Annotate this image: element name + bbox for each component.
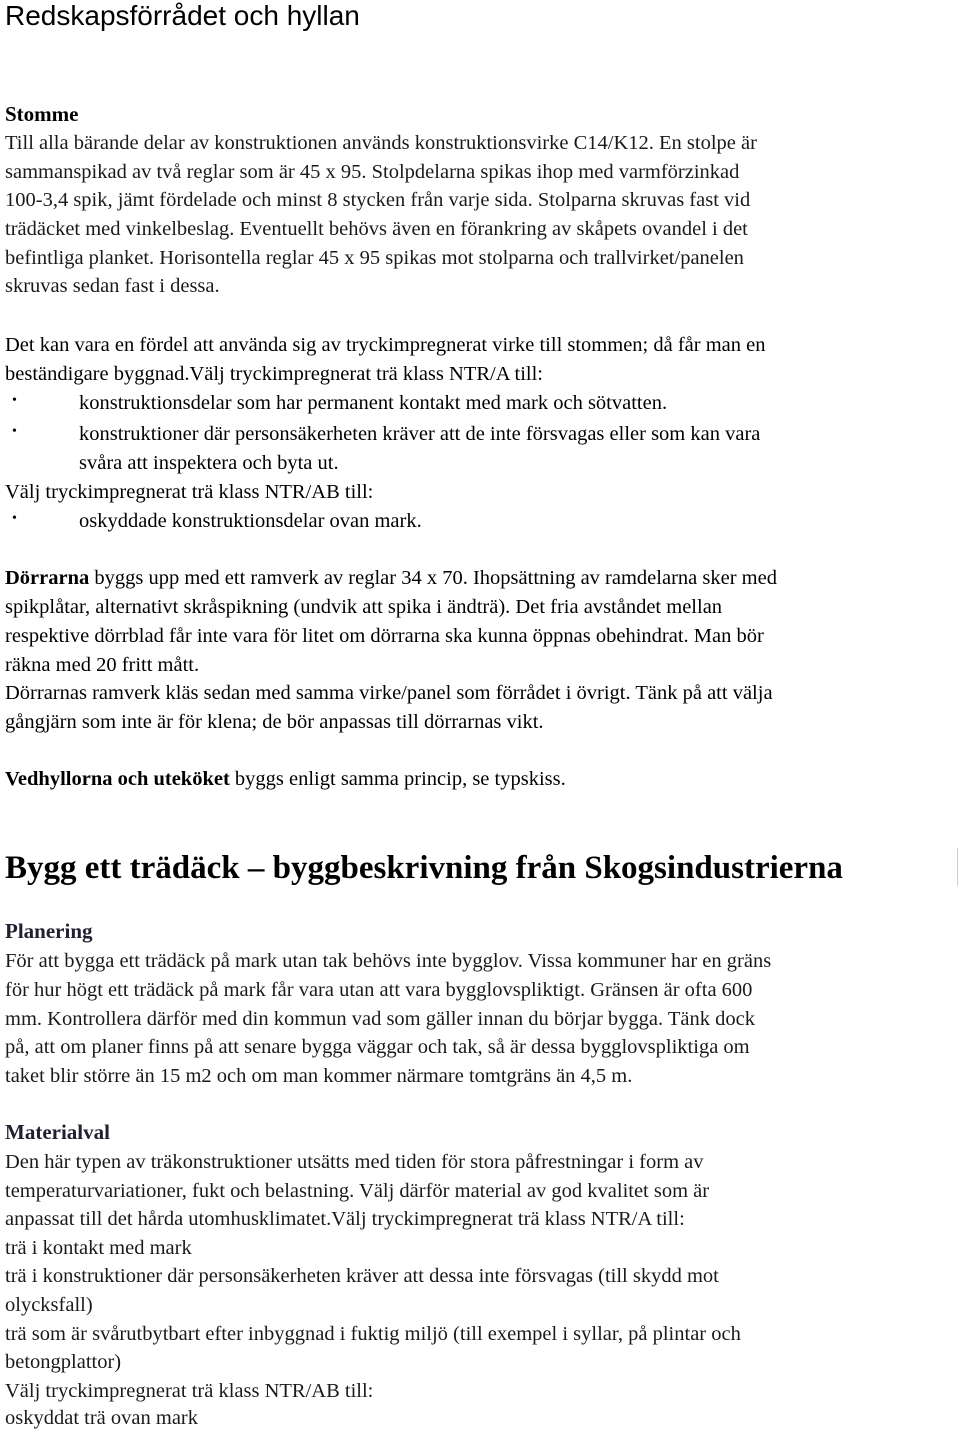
dorrarna-label: Dörrarna xyxy=(5,567,90,589)
paragraph-line: räkna med 20 fritt mått. xyxy=(5,654,200,676)
paragraph-line: Välj tryckimpregnerat trä klass NTR/AB till: xyxy=(5,1380,374,1402)
heading-materialval: Materialval xyxy=(5,1120,110,1144)
paragraph-line: 100-3,4 spik, jämt fördelade och minst 8 stycken från varje sida. Stolparna skruvas fast vid xyxy=(5,189,751,211)
paragraph-line: respektive dörrblad får inte vara för litet om dörrarna ska kunna öppnas obehindrat. Man bör xyxy=(5,625,764,647)
paragraph-line: trädäcket med vinkelbeslag. Eventuellt behövs även en förankring av skåpets ovandel i det xyxy=(5,218,748,240)
list-item: oskyddade konstruktionsdelar ovan mark. xyxy=(79,510,422,532)
bullet-icon: • xyxy=(12,393,17,408)
vedhyllor-label: Vedhyllorna och uteköket xyxy=(5,768,230,790)
heading-planering: Planering xyxy=(5,919,93,943)
paragraph-line: anpassat till det hårda utomhusklimatet.Välj tryckimpregnerat trä klass NTR/A till: xyxy=(5,1208,685,1230)
paragraph-line: sammanspikad av två reglar som är 45 x 95. Stolpdelarna spikas ihop med varmförzinkad xyxy=(5,161,740,183)
heading-stomme: Stomme xyxy=(5,102,79,126)
bullet-icon: • xyxy=(12,511,17,526)
paragraph-line-dorrarna xyxy=(5,564,777,593)
dorrarna-text: byggs upp med ett ramverk av reglar 34 x 70. Ihopsättning av ramdelarna sker med xyxy=(89,567,777,589)
section-title-bygg-tradack: Bygg ett trädäck – byggbeskrivning från Skogsindustrierna xyxy=(5,850,843,886)
paragraph-line: taket blir större än 15 m2 och om man kommer närmare tomtgräns än 4,5 m. xyxy=(5,1065,633,1087)
paragraph-line: trä som är svårutbytbart efter inbyggnad i fuktig miljö (till exempel i syllar, på plintar och xyxy=(5,1323,741,1345)
paragraph-line: trä i konstruktioner där personsäkerheten kräver att dessa inte försvagas (till skydd mot xyxy=(5,1265,719,1287)
bullet-icon: • xyxy=(12,424,17,439)
margin-rule xyxy=(957,848,958,886)
paragraph-line: beständigare byggnad.Välj tryckimpregnerat trä klass NTR/A till: xyxy=(5,363,543,385)
list-item: konstruktioner där personsäkerheten kräver att de inte försvagas eller som kan vara xyxy=(79,423,761,445)
list-item: konstruktionsdelar som har permanent kontakt med mark och sötvatten. xyxy=(79,392,668,414)
section-title-redskapsforradet: Redskapsförrådet och hyllan xyxy=(5,0,360,31)
paragraph-line: gångjärn som inte är för klena; de bör anpassas till dörrarnas vikt. xyxy=(5,711,544,733)
paragraph-line: betongplattor) xyxy=(5,1351,122,1373)
paragraph-line: oskyddat trä ovan mark xyxy=(5,1407,198,1429)
paragraph-line: Det kan vara en fördel att använda sig av tryckimpregnerat virke till stommen; då får man en xyxy=(5,334,766,356)
paragraph-line: För att bygga ett trädäck på mark utan tak behövs inte bygglov. Vissa kommuner har en gräns xyxy=(5,950,772,972)
paragraph-line: skruvas sedan fast i dessa. xyxy=(5,275,220,297)
paragraph-line: olycksfall) xyxy=(5,1294,93,1316)
paragraph-line: för hur högt ett trädäck på mark får vara utan att vara bygglovspliktigt. Gränsen är ofta 600 xyxy=(5,979,753,1001)
vedhyllor-text: byggs enligt samma princip, se typskiss. xyxy=(229,768,566,790)
paragraph-line-vedhyllor xyxy=(5,765,566,794)
paragraph-line: Den här typen av träkonstruktioner utsätts med tiden för stora påfrestningar i form av xyxy=(5,1151,704,1173)
paragraph-line: spikplåtar, alternativt skråspikning (undvik att spika i ändträ). Det fria avståndet mellan xyxy=(5,596,723,618)
paragraph-line: på, att om planer finns på att senare bygga väggar och tak, så är dessa bygglovspliktiga om xyxy=(5,1036,750,1058)
paragraph-line: Dörrarnas ramverk kläs sedan med samma virke/panel som förrådet i övrigt. Tänk på att välja xyxy=(5,682,773,704)
paragraph-line: trä i kontakt med mark xyxy=(5,1237,192,1259)
paragraph-line: mm. Kontrollera därför med din kommun vad som gäller innan du börjar bygga. Tänk dock xyxy=(5,1008,755,1030)
list-item-continuation: svåra att inspektera och byta ut. xyxy=(79,452,339,474)
paragraph-line: befintliga planket. Horisontella reglar 45 x 95 spikas mot stolparna och trallvirket/panelen xyxy=(5,247,744,269)
paragraph-line: temperaturvariationer, fukt och belastning. Välj därför material av god kvalitet som är xyxy=(5,1180,710,1202)
paragraph-line: Välj tryckimpregnerat trä klass NTR/AB till: xyxy=(5,481,374,503)
paragraph-line: Till alla bärande delar av konstruktionen används konstruktionsvirke C14/K12. En stolpe är xyxy=(5,132,757,154)
